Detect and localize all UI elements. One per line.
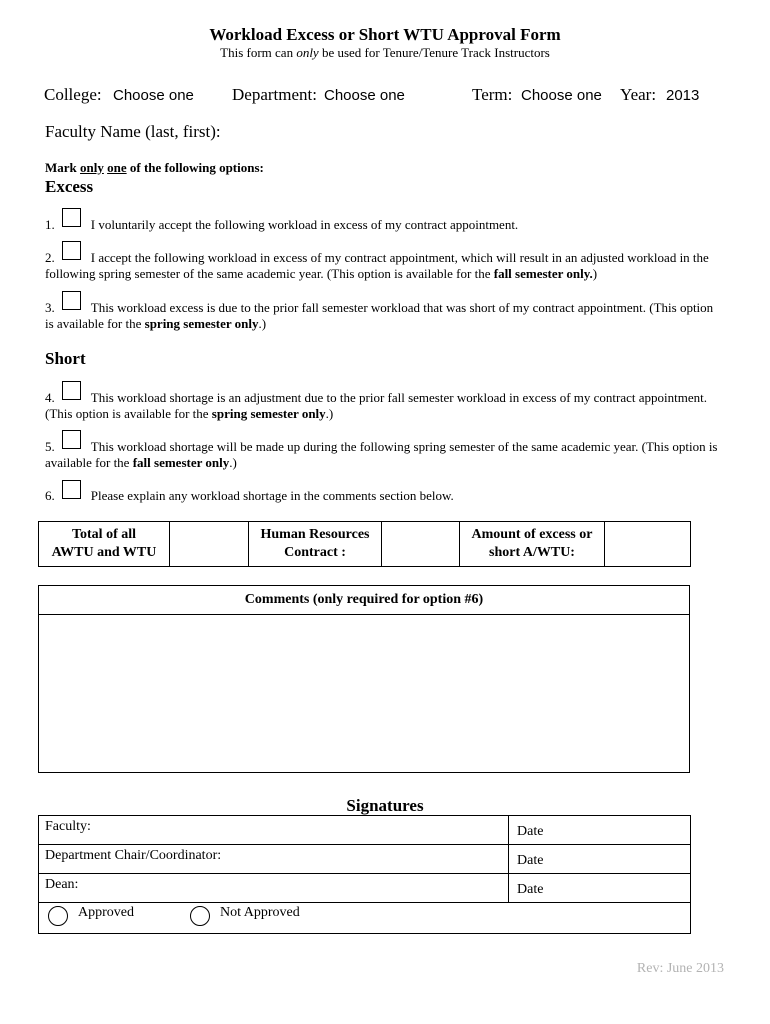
subtitle-emphasis: only bbox=[296, 45, 319, 60]
college-label: College: bbox=[44, 85, 102, 104]
term-select[interactable]: Choose one bbox=[521, 87, 602, 104]
hr-contract-label bbox=[249, 522, 382, 567]
form-title: Workload Excess or Short WTU Approval Form bbox=[209, 25, 561, 44]
option-3-number: 3. bbox=[45, 300, 55, 315]
option-6 bbox=[45, 488, 725, 504]
approved-radio[interactable] bbox=[48, 906, 68, 926]
option-2-number: 2. bbox=[45, 250, 55, 265]
total-label-line2: AWTU and WTU bbox=[51, 545, 157, 560]
workload-totals-table bbox=[38, 521, 691, 567]
option-5-number: 5. bbox=[45, 439, 55, 454]
option-2-bold: fall semester only. bbox=[493, 266, 593, 281]
signature-label-chair: Department Chair/Coordinator: bbox=[45, 848, 222, 863]
comments-header: Comments (only required for option #6) bbox=[39, 586, 689, 615]
total-awtu-wtu-input[interactable] bbox=[170, 522, 249, 567]
option-2 bbox=[45, 250, 725, 282]
option-5-text: This workload shortage will be made up during the following spring semester of the same academic year. (This option is available for the bbox=[45, 439, 718, 470]
approved-label: Approved bbox=[78, 905, 134, 920]
year-select[interactable]: 2013 bbox=[666, 87, 700, 104]
comments-box bbox=[38, 585, 690, 773]
option-6-text: Please explain any workload shortage in the comments section below. bbox=[90, 488, 454, 503]
option-5-bold: fall semester only bbox=[132, 455, 230, 470]
comments-textarea[interactable] bbox=[39, 615, 689, 773]
faculty-name-label: Faculty Name (last, first): bbox=[45, 122, 221, 141]
amount-excess-short-input[interactable] bbox=[605, 522, 691, 567]
total-label-line1: Total of all bbox=[71, 527, 137, 542]
option-3-text-end: .) bbox=[258, 316, 267, 331]
option-4 bbox=[45, 390, 725, 422]
signature-label-dean: Dean: bbox=[45, 877, 79, 892]
instructions-text-end: of the following options: bbox=[126, 160, 264, 175]
date-label: Date bbox=[517, 824, 544, 839]
signature-label-faculty: Faculty: bbox=[45, 819, 91, 834]
instructions-text: Mark bbox=[45, 160, 81, 175]
amount-label-line2: short A/WTU: bbox=[489, 545, 575, 560]
option-4-text-end: .) bbox=[325, 406, 334, 421]
term-label: Term: bbox=[472, 85, 513, 104]
subtitle-text: This form can bbox=[220, 45, 297, 60]
instructions bbox=[45, 160, 264, 176]
date-field-faculty[interactable] bbox=[508, 816, 691, 844]
faculty-name-input[interactable] bbox=[232, 122, 672, 142]
date-field-dean[interactable] bbox=[508, 874, 691, 902]
not-approved-label: Not Approved bbox=[220, 905, 300, 920]
subtitle-text-end: be used for Tenure/Tenure Track Instructors bbox=[318, 45, 550, 60]
signature-row-faculty[interactable] bbox=[39, 816, 690, 845]
option-4-text: This workload shortage is an adjustment due to the prior fall semester workload in excess of my contract appointment. (This option is available for the bbox=[45, 390, 708, 421]
date-label: Date bbox=[517, 882, 544, 897]
department-label: Department: bbox=[232, 85, 317, 104]
year-label: Year: bbox=[620, 85, 657, 104]
signature-row-dean[interactable] bbox=[39, 874, 690, 903]
amount-label-line1: Amount of excess or bbox=[471, 527, 593, 542]
form-subtitle bbox=[0, 45, 770, 61]
option-3-bold: spring semester only bbox=[144, 316, 259, 331]
option-4-bold: spring semester only bbox=[211, 406, 326, 421]
total-awtu-wtu-label bbox=[39, 522, 170, 567]
option-1-text: I voluntarily accept the following workload in excess of my contract appointment. bbox=[90, 217, 519, 232]
excess-heading: Excess bbox=[45, 177, 94, 196]
option-6-number: 6. bbox=[45, 488, 55, 503]
date-field-chair[interactable] bbox=[508, 845, 691, 873]
option-5 bbox=[45, 439, 725, 471]
option-1-number: 1. bbox=[45, 217, 55, 232]
option-1 bbox=[45, 217, 725, 233]
college-select[interactable]: Choose one bbox=[113, 87, 194, 104]
option-4-number: 4. bbox=[45, 390, 55, 405]
hr-label-line1: Human Resources bbox=[260, 527, 370, 542]
not-approved-radio[interactable] bbox=[190, 906, 210, 926]
hr-label-line2: Contract : bbox=[284, 545, 346, 560]
instructions-one: one bbox=[107, 160, 127, 175]
signatures-title: Signatures bbox=[346, 796, 424, 815]
option-2-text: I accept the following workload in excess of my contract appointment, which will result in an adjusted workload in the following spring semester of the same academic year. (This option is available for the bbox=[45, 250, 709, 281]
signature-row-chair[interactable] bbox=[39, 845, 690, 874]
instructions-only: only bbox=[80, 160, 104, 175]
short-heading: Short bbox=[45, 349, 86, 368]
date-label: Date bbox=[517, 853, 544, 868]
option-3 bbox=[45, 300, 725, 332]
hr-contract-input[interactable] bbox=[382, 522, 460, 567]
option-2-text-end: ) bbox=[592, 266, 598, 281]
department-select[interactable]: Choose one bbox=[324, 87, 405, 104]
option-3-text: This workload excess is due to the prior fall semester workload that was short of my contract appointment. (This option is available for the bbox=[45, 300, 714, 331]
amount-excess-short-label bbox=[460, 522, 605, 567]
signatures-table bbox=[38, 815, 691, 934]
revision-note: Rev: June 2013 bbox=[636, 961, 724, 976]
option-5-text-end: .) bbox=[229, 455, 237, 470]
